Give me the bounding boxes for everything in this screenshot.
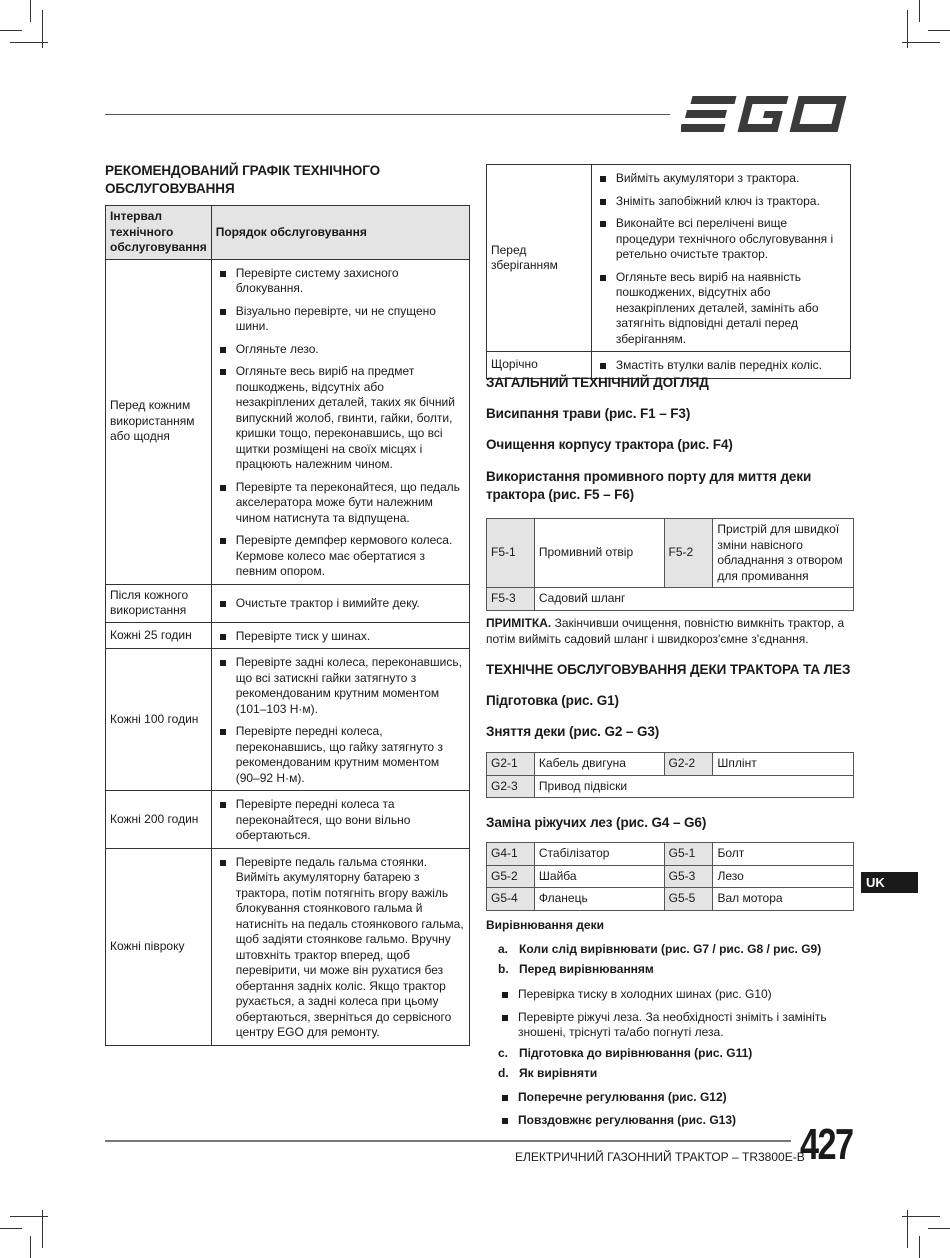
- list-item: Перевірте ріжучі леза. За необхідності зніміть і замініть зношені, тріснуті та/або погнуті леза.: [498, 1010, 833, 1041]
- list-item: Поперечне регулювання (рис. G12): [498, 1090, 833, 1106]
- table-row: [106, 649, 470, 791]
- part-code: F5-1: [487, 519, 535, 588]
- maintenance-schedule-table-continued: [486, 164, 851, 379]
- list-item: Перевірте та переконайтеся, що педаль акселератора може бути належним чином натиснута та відпущена.: [216, 480, 465, 527]
- list-item: Повздовжнє регулювання (рис. G13): [498, 1113, 833, 1129]
- list-item: Перевірте педаль гальма стоянки. Вийміть акумуляторну батарею з трактора, потім потягніть вгору важіль блокування стоянкового гальма й натисніть на педаль стоянкового гальма, щоб задіяти стоянкове гальмо. Вручну штовхніть трактор вперед, щоб перевірити, чи може він рухатися без обертання задніх коліс. Якщо трактор рухається, а задні колеса при цьому обертаються, зверніться до сервісного центру EGO для ремонту.: [216, 855, 465, 1041]
- leveling-list: [498, 1087, 833, 1129]
- procedure-cell: [591, 165, 850, 352]
- general-care-title: ЗАГАЛЬНИЙ ТЕХНІЧНИЙ ДОГЛЯД: [486, 375, 709, 390]
- part-code: G4-1: [487, 843, 535, 866]
- procedure-cell: [211, 259, 469, 584]
- part-name: Кабель двигуна: [534, 753, 664, 776]
- g4-parts-table: [486, 842, 854, 911]
- grass-emptying-heading: Висипання трави (рис. F1 – F3): [486, 406, 691, 421]
- part-code: G5-1: [664, 843, 713, 866]
- table-row: [106, 584, 470, 622]
- procedure-cell: [211, 848, 469, 1045]
- step-label: c.: [498, 1046, 509, 1060]
- table-row: [487, 165, 851, 352]
- deck-leveling-heading: Вирівнювання деки: [486, 918, 604, 932]
- note-label: ПРИМІТКА.: [486, 616, 552, 630]
- crop-mark: [30, 0, 31, 22]
- deck-removal-heading: Зняття деки (рис. G2 – G3): [486, 724, 660, 739]
- list-item: Очистьте трактор і вимийте деку.: [216, 596, 465, 612]
- table-row: [106, 622, 470, 649]
- deck-maintenance-title: ТЕХНІЧНЕ ОБСЛУГОВУВАННЯ ДЕКИ ТРАКТОРА ТА ЛЕЗ: [486, 662, 851, 677]
- part-name: Лезо: [713, 865, 854, 888]
- table-row: [487, 753, 854, 776]
- part-code: F5-2: [664, 519, 713, 588]
- interval-cell: Щорічно: [487, 352, 592, 379]
- language-tab: UK: [861, 872, 918, 893]
- list-item: Перевірте систему захисного блокування.: [216, 266, 465, 297]
- step-a: [498, 942, 858, 958]
- part-name: Шайба: [534, 865, 664, 888]
- preparation-heading: Підготовка (рис. G1): [486, 693, 619, 708]
- list-item: Перевірте тиск у шинах.: [216, 629, 465, 645]
- part-name: Вал мотора: [713, 888, 854, 911]
- column-header-procedure: Порядок обслуговування: [211, 206, 469, 260]
- interval-cell: Кожні 25 годин: [106, 622, 212, 649]
- list-item: Візуально перевірте, чи не спущено шини.: [216, 304, 465, 335]
- table-row: [487, 519, 854, 588]
- interval-cell: Після кожного використання: [106, 584, 212, 622]
- column-header-interval: Інтервал технічного обслуговування: [106, 206, 212, 260]
- table-row: [487, 865, 854, 888]
- list-item: Зніміть запобіжний ключ із трактора.: [596, 194, 846, 210]
- part-code: G5-4: [487, 888, 535, 911]
- part-name: Стабілізатор: [534, 843, 664, 866]
- maintenance-schedule-title: РЕКОМЕНДОВАНИЙ ГРАФІК ТЕХНІЧНОГО ОБСЛУГОВУВАННЯ: [105, 163, 381, 196]
- page-number: 427: [800, 1120, 853, 1169]
- part-name: Садовий шланг: [534, 588, 853, 611]
- crop-mark: [928, 30, 950, 31]
- list-item: Перевірте задні колеса, переконавшись, що всі затискні гайки затягнуто з рекомендованим крутним моментом (101–103 Н·м).: [216, 655, 465, 717]
- step-text: Коли слід вирівнювати (рис. G7 / рис. G8 / рис. G9): [519, 942, 822, 956]
- part-name: Фланець: [534, 888, 664, 911]
- part-code: G2-3: [487, 775, 535, 798]
- crop-mark: [10, 42, 48, 43]
- step-label: a.: [498, 942, 509, 956]
- list-item: Перевірте передні колеса, переконавшись, що гайку затягнуто з рекомендованим крутним моментом (90–92 Н·м).: [216, 724, 465, 786]
- list-item: Перевірте демпфер кермового колеса. Кермове колесо має обертатися з певним опором.: [216, 533, 465, 580]
- interval-cell: Кожні 100 годин: [106, 649, 212, 791]
- part-name: Шплінт: [713, 753, 854, 776]
- step-b: [498, 962, 858, 978]
- g2-parts-table: [486, 752, 854, 798]
- table-header-row: [106, 206, 470, 260]
- table-row: [106, 259, 470, 584]
- list-item: Виконайте всі перелічені вище процедури технічного обслуговування і ретельно очистьте трактор.: [596, 216, 846, 263]
- crop-mark: [928, 1228, 950, 1229]
- part-name: Промивний отвір: [534, 519, 664, 588]
- crop-mark: [30, 1236, 31, 1258]
- blade-replacement-heading: Заміна ріжучих лез (рис. G4 – G6): [486, 815, 707, 830]
- interval-cell: Перед кожним використанням або щодня: [106, 259, 212, 584]
- body-cleaning-heading: Очищення корпусу трактора (рис. F4): [486, 437, 733, 452]
- crop-mark: [10, 1216, 48, 1217]
- step-c: [498, 1046, 858, 1062]
- ego-logo: [681, 94, 853, 134]
- part-name: Привод підвіски: [534, 775, 853, 798]
- interval-cell: Перед зберіганням: [487, 165, 592, 352]
- part-code: G2-2: [664, 753, 713, 776]
- footer-rule: [105, 1140, 791, 1142]
- interval-cell: Кожні півроку: [106, 848, 212, 1045]
- step-label: d.: [498, 1066, 509, 1080]
- wash-port-heading: Використання промивного порту для миття деки трактора (рис. F5 – F6): [486, 469, 812, 502]
- step-label: b.: [498, 962, 509, 976]
- procedure-cell: [211, 649, 469, 791]
- f5-parts-table: [486, 518, 854, 611]
- crop-mark: [902, 1216, 940, 1217]
- table-row: [487, 775, 854, 798]
- part-code: G5-5: [664, 888, 713, 911]
- part-code: F5-3: [487, 588, 535, 611]
- procedure-cell: [211, 622, 469, 649]
- part-name: Болт: [713, 843, 854, 866]
- list-item: Огляньте лезо.: [216, 342, 465, 358]
- footer-product-name: ЕЛЕКТРИЧНИЙ ГАЗОННИЙ ТРАКТОР – TR3800E-B: [515, 1150, 805, 1164]
- list-item: Огляньте весь виріб на наявність пошкоджених, відсутніх або незакріплених деталей, замініть або затягніть відповідні деталі перед зберіганням.: [596, 270, 846, 348]
- part-code: G5-3: [664, 865, 713, 888]
- interval-cell: Кожні 200 годин: [106, 791, 212, 849]
- list-item: Огляньте весь виріб на предмет пошкоджень, відсутніх або незакріплених деталей, таких як бічний випускний жолоб, гвинти, гайки, болти, кришки тощо, переконавшись, що всі щитки розміщені на своїх місцях і працюють належним чином.: [216, 364, 465, 473]
- crop-mark: [902, 42, 940, 43]
- note: [486, 615, 846, 647]
- list-item: Перевірте передні колеса та переконайтеся, що вони вільно обертаються.: [216, 797, 465, 844]
- pre-leveling-list: [498, 984, 833, 1042]
- step-text: Підготовка до вирівнювання (рис. G11): [519, 1046, 753, 1060]
- crop-mark: [0, 30, 22, 31]
- list-item: Змастіть втулки валів передніх коліс.: [596, 358, 846, 374]
- part-name: Пристрій для швидкої зміни навісного обладнання з отвором для промивання: [713, 519, 854, 588]
- list-item: Перевірка тиску в холодних шинах (рис. G10): [498, 987, 833, 1003]
- list-item: Вийміть акумулятори з трактора.: [596, 171, 846, 187]
- maintenance-schedule-table: [105, 205, 470, 1046]
- procedure-cell: [211, 584, 469, 622]
- step-d: [498, 1066, 858, 1082]
- table-row: [487, 843, 854, 866]
- table-row: [487, 888, 854, 911]
- step-text: Як вирівняти: [519, 1066, 598, 1080]
- step-text: Перед вирівнюванням: [519, 962, 654, 976]
- part-code: G5-2: [487, 865, 535, 888]
- note-text: Закінчивши очищення, повністю вимкніть трактор, а потім вийміть садовий шланг і швидкороз'ємне з'єднання.: [486, 616, 845, 646]
- crop-mark: [919, 1236, 920, 1258]
- crop-mark: [919, 0, 920, 22]
- table-row: [487, 588, 854, 611]
- table-row: [106, 791, 470, 849]
- crop-mark: [0, 1228, 22, 1229]
- part-code: G2-1: [487, 753, 535, 776]
- procedure-cell: [211, 791, 469, 849]
- table-row: [106, 848, 470, 1045]
- header-rule: [105, 114, 670, 115]
